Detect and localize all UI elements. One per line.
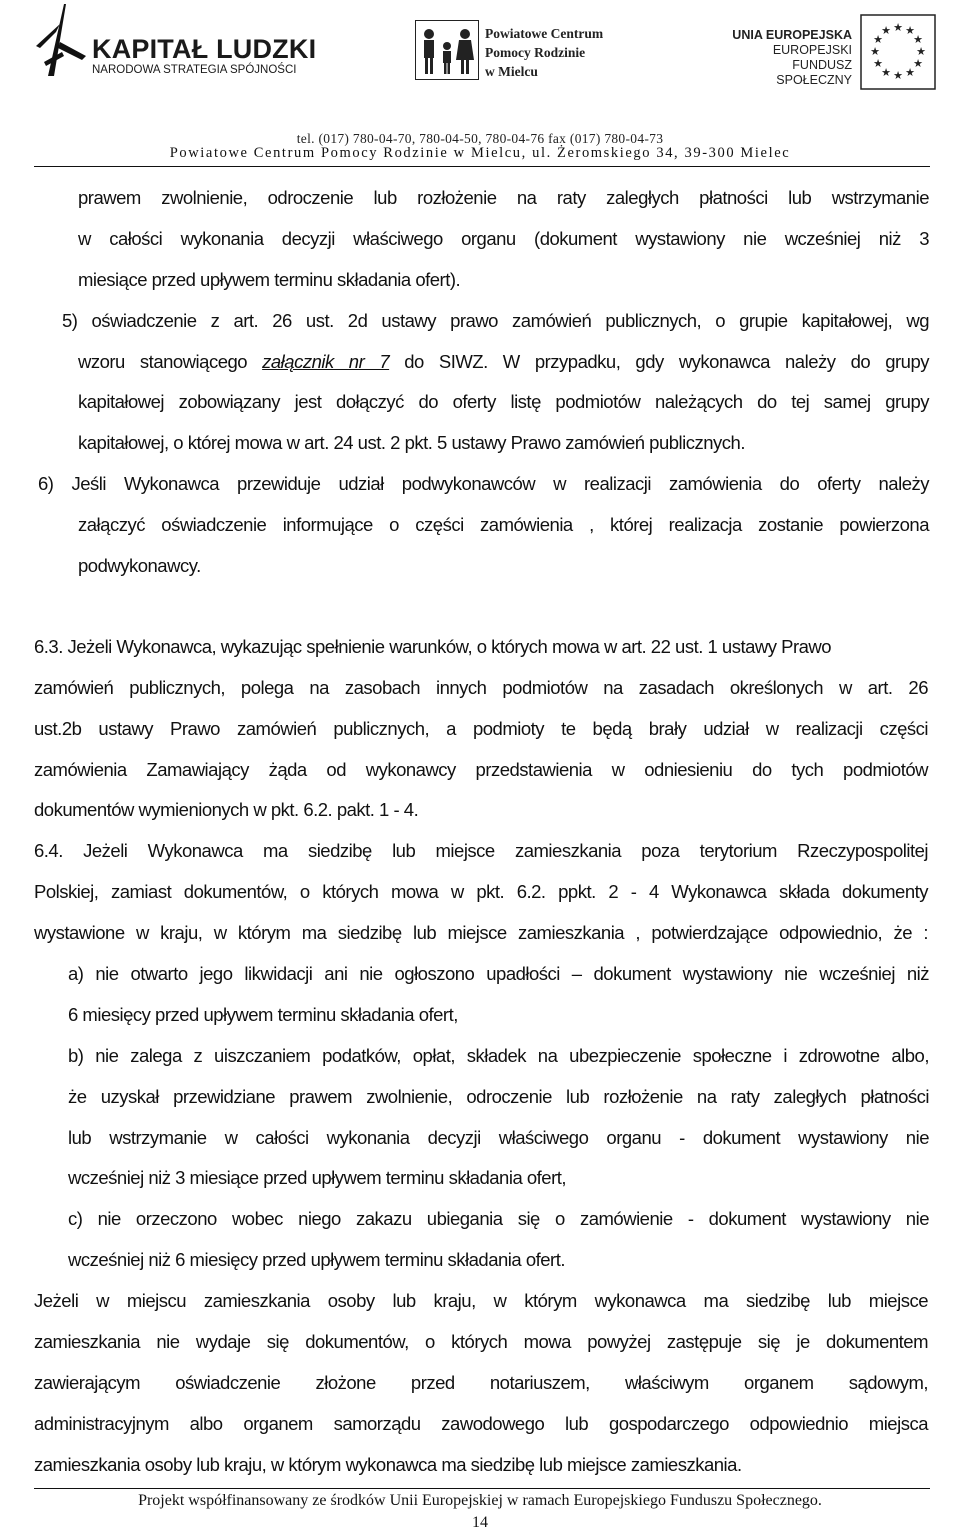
- text-line: dokumentów wymienionych w pkt. 6.2. pakt. 1 - 4.: [34, 799, 419, 820]
- svg-text:★: ★: [873, 33, 883, 46]
- footer-cofinancing-note: Projekt współfinansowany ze środków Unii Europejskiej w ramach Europejskiego Funduszu Społecznego.: [138, 1492, 822, 1509]
- section-6-4: 6.4. Jeżeli Wykonawca ma siedzibę lub miejsce zamieszkania poza terytorium Rzeczypospolitej: [34, 840, 928, 861]
- text-line: zamieszkania osoby lub kraju, w którym wykonawca ma siedzibę lub miejsce zamieszkania.: [34, 1454, 742, 1475]
- text-line: 6 miesięcy przed upływem terminu składania ofert,: [68, 1004, 458, 1025]
- text-line: administracyjnym albo organem samorządu zawodowego lub gospodarczego odpowiednio miejsca: [34, 1413, 928, 1434]
- eu-flag-icon: [860, 14, 936, 90]
- text-line: zamieszkania nie wydaje się dokumentów, o których mowa powyżej zastępuje się je dokumentem: [34, 1331, 928, 1352]
- eu-logo-text: [720, 28, 852, 88]
- list-item-b: b) nie zalega z uiszczaniem podatków, opłat, składek na ubezpieczenie społeczne i zdrowotne albo,: [68, 1045, 929, 1066]
- svg-text:★: ★: [873, 57, 883, 70]
- text-line: zamówienia Zamawiający żąda od wykonawcy przedstawienia w odniesieniu do tych podmiotów: [34, 759, 928, 780]
- list-item-a: a) nie otwarto jego likwidacji ani nie ogłoszono upadłości – dokument wystawiony nie wcześniej niż: [68, 963, 929, 984]
- text-span: wzoru stanowiącego: [78, 351, 263, 372]
- pcpr-line-2: Pomocy Rodzinie: [485, 45, 586, 60]
- eu-line-3: FUNDUSZ SPOŁECZNY: [776, 58, 852, 87]
- family-icon: [415, 20, 479, 80]
- text-line: Polskiej, zamiast dokumentów, o których mowa w pkt. 6.2. ppkt. 2 - 4 Wykonawca składa dokumenty: [34, 881, 928, 902]
- text-line: zawierającym oświadczenie złożone przed notariuszem, właściwym organem sądowym,: [34, 1372, 928, 1393]
- svg-text:★: ★: [916, 45, 926, 58]
- header-divider: [34, 166, 930, 167]
- text-line: w całości wykonania decyzji właściwego organu (dokument wystawiony nie wcześniej niż 3: [78, 228, 929, 249]
- kapital-ludzki-subtitle: NARODOWA STRATEGIA SPÓJNOŚCI: [92, 64, 297, 76]
- svg-text:★: ★: [905, 66, 915, 79]
- text-line: że uzyskał przewidziane prawem zwolnienie, odroczenie lub rozłożenie na raty zaległych płatności: [68, 1086, 929, 1107]
- kapital-ludzki-title: KAPITAŁ LUDZKI: [92, 34, 317, 64]
- text-line: wystawione w kraju, w którym ma siedzibę lub miejsce zamieszkania , potwierdzające odpowiednio, że :: [34, 922, 928, 943]
- text-line: wcześniej niż 3 miesiące przed upływem terminu składania ofert,: [68, 1167, 567, 1188]
- text-line: Jeżeli w miejscu zamieszkania osoby lub kraju, w którym wykonawca ma siedzibę lub miejsce: [34, 1290, 928, 1311]
- eu-line-1: UNIA EUROPEJSKA: [732, 28, 852, 42]
- eu-efs-logo: [720, 14, 940, 90]
- address-line: Powiatowe Centrum Pomocy Rodzinie w Mielcu, ul. Żeromskiego 34, 39-300 Mielec: [169, 145, 791, 161]
- text-line: podwykonawcy.: [78, 555, 201, 576]
- list-item-c: c) nie orzeczono wobec niego zakazu ubiegania się o zamówienie - dokument wystawiony nie: [68, 1208, 929, 1229]
- svg-text:★: ★: [870, 45, 880, 58]
- kapital-ludzki-emblem-icon: [34, 2, 90, 80]
- pcpr-logo: [415, 20, 615, 80]
- pcpr-line-1: Powiatowe Centrum: [485, 26, 604, 41]
- text-line: zamówień publicznych, polega na zasobach innych podmiotów na zasadach określonych w art. 26: [34, 677, 928, 698]
- svg-text:★: ★: [913, 57, 923, 70]
- attachment-7-reference: załącznik nr 7: [262, 351, 390, 372]
- text-line: kapitałowej zobowiązany jest dołączyć do oferty listę podmiotów należących do tej samej grupy: [78, 391, 929, 412]
- svg-text:★: ★: [881, 66, 891, 79]
- text-line: załączyć oświadczenie informujące o części zamówienia , której realizacja zostanie powierzona: [78, 514, 929, 535]
- text-line: [78, 350, 929, 374]
- text-line: kapitałowej, o której mowa w art. 24 ust. 2 pkt. 5 ustawy Prawo zamówień publicznych.: [78, 432, 745, 453]
- eu-line-2: EUROPEJSKI: [772, 43, 852, 57]
- header-logos: [0, 0, 960, 145]
- kapital-ludzki-logo: [34, 2, 317, 82]
- pcpr-logo-text: [485, 24, 603, 81]
- contact-phone-line: tel. (017) 780-04-70, 780-04-50, 780-04-76 fax (017) 780-04-73: [296, 131, 664, 146]
- text-line: prawem zwolnienie, odroczenie lub rozłożenie na raty zaległych płatności lub wstrzymanie: [78, 187, 929, 208]
- text-line: ust.2b ustawy Prawo zamówień publicznych, a podmioty te będą brały udział w realizacji części: [34, 718, 928, 739]
- text-line: lub wstrzymanie w całości wykonania decyzji właściwego organu - dokument wystawiony nie: [68, 1127, 929, 1148]
- svg-text:★: ★: [913, 33, 923, 46]
- text-span: do SIWZ. W przypadku, gdy wykonawca należy do grupy: [389, 351, 929, 372]
- svg-text:★: ★: [881, 24, 891, 37]
- svg-text:★: ★: [893, 21, 903, 34]
- list-item-6: 6) Jeśli Wykonawca przewiduje udział podwykonawców w realizacji zamówienia do oferty należy: [38, 473, 929, 494]
- pcpr-line-3: w Mielcu: [485, 64, 538, 79]
- footer-divider: [34, 1488, 930, 1489]
- text-line: wcześniej niż 6 miesięcy przed upływem terminu składania ofert.: [68, 1249, 565, 1270]
- section-6-3: 6.3. Jeżeli Wykonawca, wykazując spełnienie warunków, o których mowa w art. 22 ust. 1 ustawy Prawo: [34, 636, 832, 657]
- svg-text:★: ★: [893, 69, 903, 82]
- list-item-5: 5) oświadczenie z art. 26 ust. 2d ustawy prawo zamówień publicznych, o grupie kapitałowej, wg: [62, 310, 929, 331]
- page-number: 14: [472, 1514, 488, 1531]
- text-line: miesiące przed upływem terminu składania ofert).: [78, 269, 461, 290]
- svg-text:★: ★: [905, 24, 915, 37]
